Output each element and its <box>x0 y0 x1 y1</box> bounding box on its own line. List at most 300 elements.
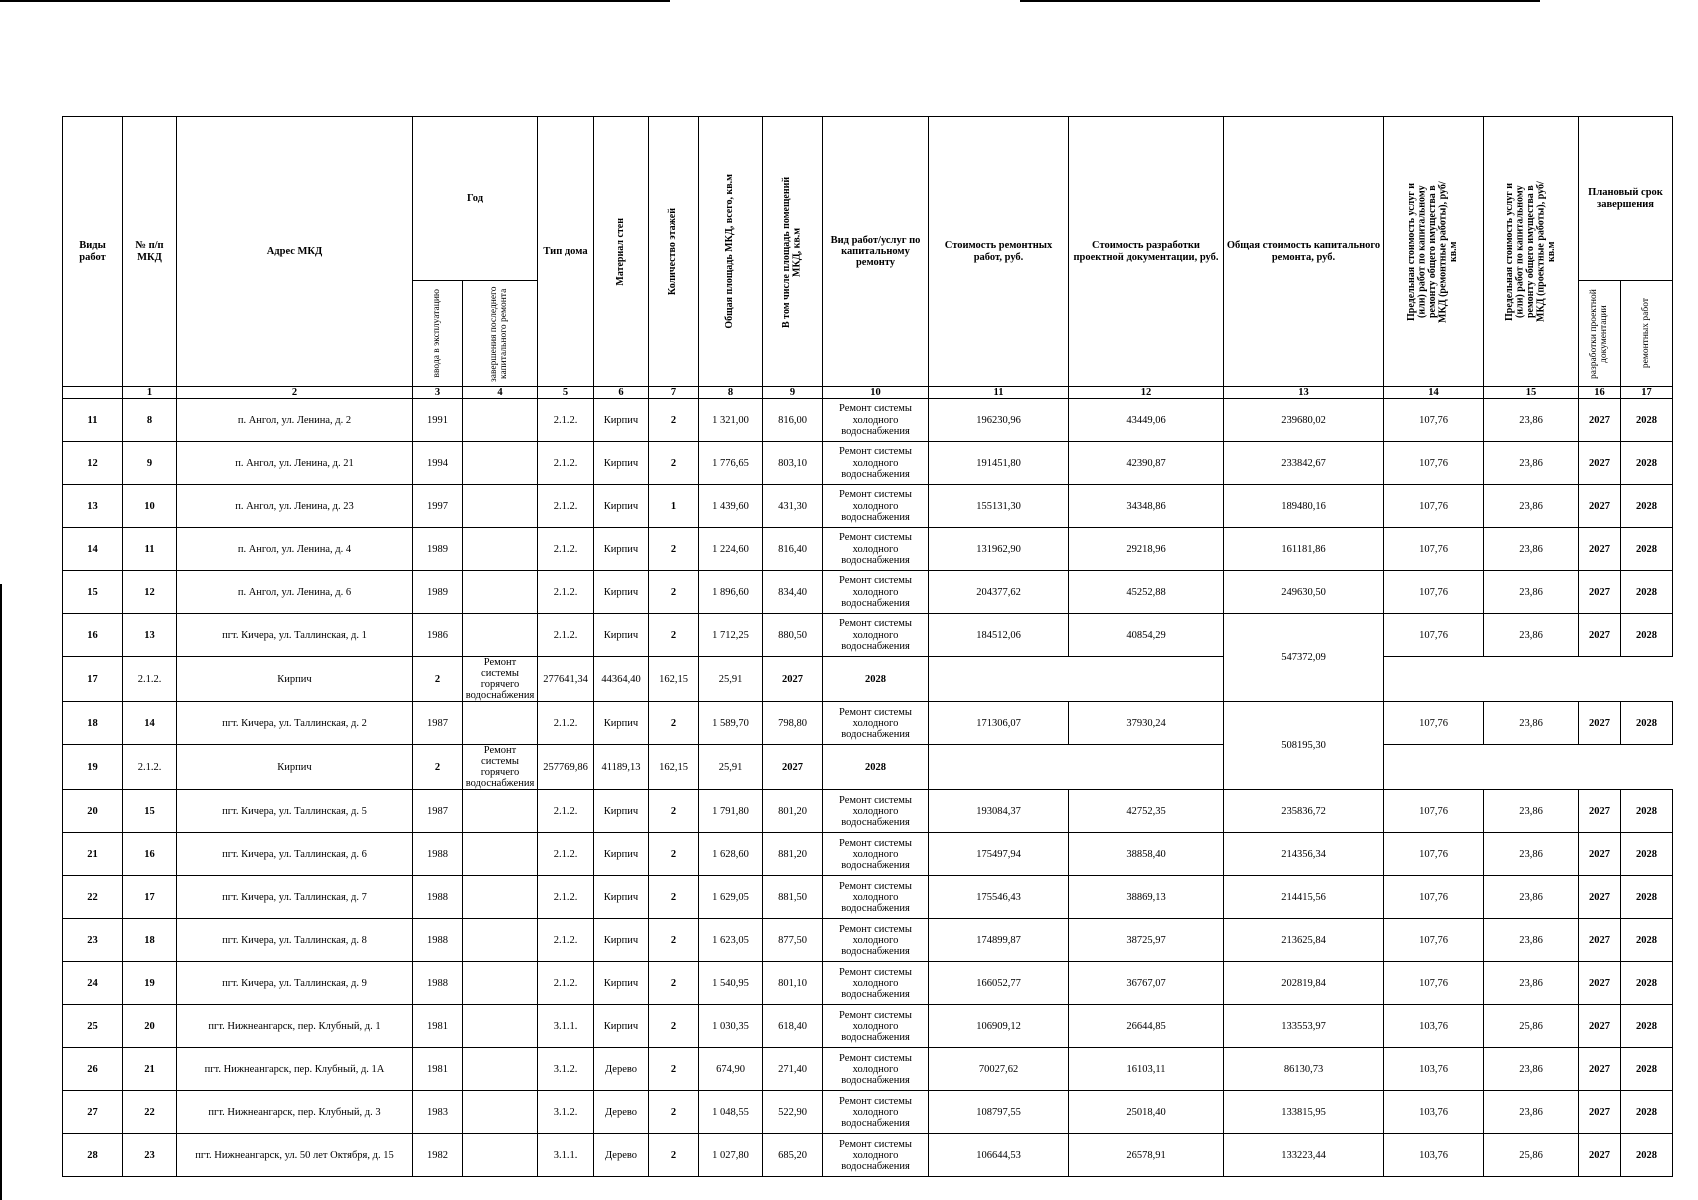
header-work-type: Виды работ <box>63 117 123 387</box>
cell-design: 29218,96 <box>1069 528 1224 571</box>
cell-prem: 271,40 <box>763 1048 823 1091</box>
cell-prem: 881,20 <box>763 833 823 876</box>
cell-total: 547372,09 <box>1224 614 1384 702</box>
cell-lim1: 107,76 <box>1384 571 1484 614</box>
cell-area: 1 027,80 <box>699 1134 763 1177</box>
cell-year: 1988 <box>413 833 463 876</box>
cell-work: 27 <box>63 1091 123 1134</box>
cell-d2: 2028 <box>1621 1005 1673 1048</box>
cell-design: 25018,40 <box>1069 1091 1224 1134</box>
cell-fl: 2 <box>649 833 699 876</box>
cell-lim2: 23,86 <box>1484 702 1579 745</box>
cell-kind: Ремонт системы холодного водоснабжения <box>823 702 929 745</box>
cell-lim1: 162,15 <box>649 657 699 702</box>
cell-d2: 2028 <box>1621 485 1673 528</box>
cell-prem: 816,40 <box>763 528 823 571</box>
cell-total: 133223,44 <box>1224 1134 1384 1177</box>
cell-kind: Ремонт системы холодного водоснабжения <box>823 528 929 571</box>
cell-kind: Ремонт системы холодного водоснабжения <box>823 442 929 485</box>
cell-addr: пгт. Кичера, ул. Таллинская, д. 9 <box>177 962 413 1005</box>
cell-num: 12 <box>123 571 177 614</box>
cell-lim2: 23,86 <box>1484 876 1579 919</box>
column-number-cell: 16 <box>1579 387 1621 399</box>
header-limit-repair: Предельная стоимость услуг и (или) работ по капитальному ремонту общего имущества в МКД (ремонтные работы), руб/кв.м <box>1384 117 1484 387</box>
cell-num: 19 <box>123 962 177 1005</box>
cell-d2: 2028 <box>1621 876 1673 919</box>
cell-d1: 2027 <box>1579 442 1621 485</box>
cell-year: 1986 <box>413 614 463 657</box>
header-year: Год <box>413 117 538 281</box>
table-row <box>63 702 1673 745</box>
cell-total: 214415,56 <box>1224 876 1384 919</box>
cell-mat: Кирпич <box>177 657 413 702</box>
cell-area: 1 540,95 <box>699 962 763 1005</box>
cell-prem: 618,40 <box>763 1005 823 1048</box>
cell-area: 1 623,05 <box>699 919 763 962</box>
cell-addr: пгт. Нижнеангарск, пер. Клубный, д. 1 <box>177 1005 413 1048</box>
cell-prem: 685,20 <box>763 1134 823 1177</box>
cell-design: 42752,35 <box>1069 790 1224 833</box>
cell-repair: 108797,55 <box>929 1091 1069 1134</box>
column-number-cell: 8 <box>699 387 763 399</box>
column-number-row <box>63 387 1673 399</box>
cell-mat: Кирпич <box>594 442 649 485</box>
cell-repair: 106644,53 <box>929 1134 1069 1177</box>
column-number-cell: 11 <box>929 387 1069 399</box>
cell-work: 13 <box>63 485 123 528</box>
cell-d1: 2027 <box>1579 833 1621 876</box>
cell-kind: Ремонт системы холодного водоснабжения <box>823 614 929 657</box>
cell-year: 1983 <box>413 1091 463 1134</box>
table-row <box>63 528 1673 571</box>
cell-work: 26 <box>63 1048 123 1091</box>
header-house-type: Тип дома <box>538 117 594 387</box>
cell-design: 40854,29 <box>1069 614 1224 657</box>
cell-last <box>463 790 538 833</box>
cell-mat: Кирпич <box>594 919 649 962</box>
column-number-cell: 17 <box>1621 387 1673 399</box>
cell-design: 38725,97 <box>1069 919 1224 962</box>
column-number-cell: 9 <box>763 387 823 399</box>
cell-design: 26644,85 <box>1069 1005 1224 1048</box>
cell-addr: пгт. Кичера, ул. Таллинская, д. 2 <box>177 702 413 745</box>
cell-last <box>463 876 538 919</box>
cell-type: 3.1.2. <box>538 1048 594 1091</box>
header-floors: Количество этажей <box>649 117 699 387</box>
cell-lim1: 103,76 <box>1384 1091 1484 1134</box>
header-total-cost: Общая стоимость капитального ремонта, руб. <box>1224 117 1384 387</box>
table-row <box>63 571 1673 614</box>
header-year-last-repair: завершения последнего капитального ремонта <box>463 281 538 387</box>
header-address: Адрес МКД <box>177 117 413 387</box>
cell-d1: 2027 <box>1579 399 1621 442</box>
cell-design: 38858,40 <box>1069 833 1224 876</box>
cell-mat: Кирпич <box>594 528 649 571</box>
cell-design: 26578,91 <box>1069 1134 1224 1177</box>
cell-mat: Дерево <box>594 1048 649 1091</box>
cell-d1: 2027 <box>1579 571 1621 614</box>
header-limit-design: Предельная стоимость услуг и (или) работ по капитальному ремонту общего имущества в МКД (проектные работы), руб/кв.м <box>1484 117 1579 387</box>
cell-work: 19 <box>63 745 123 790</box>
table-row <box>63 1048 1673 1091</box>
column-number-cell: 2 <box>177 387 413 399</box>
cell-area: 1 629,05 <box>699 876 763 919</box>
cell-prem: 801,10 <box>763 962 823 1005</box>
cell-last <box>463 442 538 485</box>
cell-addr: п. Ангол, ул. Ленина, д. 6 <box>177 571 413 614</box>
cell-kind: Ремонт системы холодного водоснабжения <box>823 571 929 614</box>
cell-lim2: 23,86 <box>1484 485 1579 528</box>
cell-repair: 204377,62 <box>929 571 1069 614</box>
cell-type: 2.1.2. <box>538 833 594 876</box>
cell-repair: 175546,43 <box>929 876 1069 919</box>
cell-num: 21 <box>123 1048 177 1091</box>
cell-work: 21 <box>63 833 123 876</box>
cell-kind: Ремонт системы холодного водоснабжения <box>823 1134 929 1177</box>
cell-last <box>463 962 538 1005</box>
cell-design: 16103,11 <box>1069 1048 1224 1091</box>
cell-work: 15 <box>63 571 123 614</box>
cell-total: 133553,97 <box>1224 1005 1384 1048</box>
column-number-cell <box>63 387 123 399</box>
cell-addr: пгт. Кичера, ул. Таллинская, д. 1 <box>177 614 413 657</box>
cell-lim1: 107,76 <box>1384 442 1484 485</box>
cell-type: 3.1.2. <box>538 1091 594 1134</box>
cell-fl: 2 <box>649 571 699 614</box>
cell-type: 2.1.2. <box>538 790 594 833</box>
cell-d2: 2028 <box>1621 571 1673 614</box>
cell-d1: 2027 <box>1579 962 1621 1005</box>
cell-kind: Ремонт системы холодного водоснабжения <box>823 876 929 919</box>
cell-prem: 522,90 <box>763 1091 823 1134</box>
cell-num: 9 <box>123 442 177 485</box>
cell-fl: 2 <box>649 1048 699 1091</box>
cell-num: 20 <box>123 1005 177 1048</box>
cell-prem: 803,10 <box>763 442 823 485</box>
cell-lim1: 103,76 <box>1384 1005 1484 1048</box>
scan-left-edge <box>0 584 2 1200</box>
table-row <box>63 614 1673 657</box>
cell-lim1: 107,76 <box>1384 485 1484 528</box>
cell-fl: 2 <box>649 1005 699 1048</box>
cell-year: 1982 <box>413 1134 463 1177</box>
cell-total: 86130,73 <box>1224 1048 1384 1091</box>
scan-top-rule-left <box>0 0 670 2</box>
cell-mat: Кирпич <box>594 399 649 442</box>
cell-d1: 2027 <box>1579 528 1621 571</box>
cell-num: 16 <box>123 833 177 876</box>
cell-design: 44364,40 <box>594 657 649 702</box>
header-deadline: Плановый срок завершения <box>1579 117 1673 281</box>
cell-total: 239680,02 <box>1224 399 1384 442</box>
cell-mat: Кирпич <box>594 1005 649 1048</box>
cell-fl: 2 <box>413 745 463 790</box>
cell-repair: 175497,94 <box>929 833 1069 876</box>
cell-lim1: 107,76 <box>1384 790 1484 833</box>
cell-fl: 2 <box>649 1134 699 1177</box>
column-number-cell: 13 <box>1224 387 1384 399</box>
cell-mat: Кирпич <box>594 485 649 528</box>
cell-work: 24 <box>63 962 123 1005</box>
cell-lim2: 23,86 <box>1484 1048 1579 1091</box>
cell-repair: 257769,86 <box>538 745 594 790</box>
cell-design: 45252,88 <box>1069 571 1224 614</box>
cell-type: 2.1.2. <box>538 702 594 745</box>
column-number-cell: 4 <box>463 387 538 399</box>
cell-repair: 196230,96 <box>929 399 1069 442</box>
column-number-cell: 10 <box>823 387 929 399</box>
cell-year: 1994 <box>413 442 463 485</box>
cell-area: 1 791,80 <box>699 790 763 833</box>
cell-last <box>463 528 538 571</box>
cell-lim1: 107,76 <box>1384 399 1484 442</box>
cell-d2: 2028 <box>1621 702 1673 745</box>
cell-num: 13 <box>123 614 177 657</box>
cell-prem: 834,40 <box>763 571 823 614</box>
cell-design: 36767,07 <box>1069 962 1224 1005</box>
table-row <box>63 1134 1673 1177</box>
cell-design: 34348,86 <box>1069 485 1224 528</box>
cell-mat: Кирпич <box>594 571 649 614</box>
cell-d2: 2028 <box>1621 528 1673 571</box>
cell-repair: 171306,07 <box>929 702 1069 745</box>
table-row <box>63 399 1673 442</box>
cell-last <box>463 1005 538 1048</box>
cell-fl: 2 <box>649 702 699 745</box>
cell-kind: Ремонт системы холодного водоснабжения <box>823 1091 929 1134</box>
cell-total: 233842,67 <box>1224 442 1384 485</box>
cell-fl: 2 <box>649 528 699 571</box>
cell-d2: 2028 <box>1621 614 1673 657</box>
column-number-cell: 6 <box>594 387 649 399</box>
cell-mat: Кирпич <box>594 614 649 657</box>
cell-design: 38869,13 <box>1069 876 1224 919</box>
cell-type: 2.1.2. <box>538 876 594 919</box>
table-row <box>63 962 1673 1005</box>
cell-work: 25 <box>63 1005 123 1048</box>
cell-repair: 70027,62 <box>929 1048 1069 1091</box>
cell-fl: 2 <box>649 876 699 919</box>
table-row <box>63 657 1673 702</box>
cell-addr: пгт. Кичера, ул. Таллинская, д. 6 <box>177 833 413 876</box>
cell-repair: 166052,77 <box>929 962 1069 1005</box>
cell-d2: 2028 <box>1621 833 1673 876</box>
table-row <box>63 745 1673 790</box>
header-wall-material: Материал стен <box>594 117 649 387</box>
cell-d1: 2027 <box>1579 1005 1621 1048</box>
cell-type: 3.1.1. <box>538 1134 594 1177</box>
cell-mat: Кирпич <box>594 876 649 919</box>
header-total-area: Общая площадь МКД, всего, кв.м <box>699 117 763 387</box>
cell-year: 1981 <box>413 1048 463 1091</box>
cell-total: 133815,95 <box>1224 1091 1384 1134</box>
cell-fl: 2 <box>413 657 463 702</box>
cell-d1: 2027 <box>1579 790 1621 833</box>
cell-repair: 174899,87 <box>929 919 1069 962</box>
header-repair-cost: Стоимость ремонтных работ, руб. <box>929 117 1069 387</box>
cell-num: 22 <box>123 1091 177 1134</box>
cell-lim2: 23,86 <box>1484 571 1579 614</box>
cell-work: 20 <box>63 790 123 833</box>
cell-lim2: 23,86 <box>1484 614 1579 657</box>
cell-fl: 2 <box>649 614 699 657</box>
cell-mat: Дерево <box>594 1091 649 1134</box>
cell-design: 37930,24 <box>1069 702 1224 745</box>
cell-d1: 2027 <box>1579 1048 1621 1091</box>
header-num: № п/п МКД <box>123 117 177 387</box>
cell-area: 1 896,60 <box>699 571 763 614</box>
table-row <box>63 919 1673 962</box>
cell-work: 17 <box>63 657 123 702</box>
cell-year: 1991 <box>413 399 463 442</box>
cell-work: 18 <box>63 702 123 745</box>
cell-repair: 184512,06 <box>929 614 1069 657</box>
cell-type: 2.1.2. <box>123 745 177 790</box>
table-row <box>63 442 1673 485</box>
column-number-cell: 15 <box>1484 387 1579 399</box>
cell-repair: 131962,90 <box>929 528 1069 571</box>
cell-work: 11 <box>63 399 123 442</box>
column-number-cell: 3 <box>413 387 463 399</box>
table-body <box>63 399 1673 1177</box>
cell-year: 1981 <box>413 1005 463 1048</box>
cell-d1: 2027 <box>1579 919 1621 962</box>
cell-num: 10 <box>123 485 177 528</box>
cell-num: 8 <box>123 399 177 442</box>
cell-lim1: 107,76 <box>1384 614 1484 657</box>
cell-lim2: 23,86 <box>1484 833 1579 876</box>
cell-last <box>463 919 538 962</box>
cell-lim1: 107,76 <box>1384 876 1484 919</box>
cell-total: 213625,84 <box>1224 919 1384 962</box>
cell-design: 41189,13 <box>594 745 649 790</box>
cell-kind: Ремонт системы холодного водоснабжения <box>823 962 929 1005</box>
cell-lim1: 103,76 <box>1384 1048 1484 1091</box>
cell-lim2: 23,86 <box>1484 1091 1579 1134</box>
cell-type: 3.1.1. <box>538 1005 594 1048</box>
cell-mat: Кирпич <box>594 790 649 833</box>
cell-type: 2.1.2. <box>538 571 594 614</box>
cell-lim2: 25,91 <box>699 657 763 702</box>
cell-work: 28 <box>63 1134 123 1177</box>
cell-addr: пгт. Нижнеангарск, пер. Клубный, д. 3 <box>177 1091 413 1134</box>
cell-addr: п. Ангол, ул. Ленина, д. 2 <box>177 399 413 442</box>
cell-area: 1 224,60 <box>699 528 763 571</box>
cell-kind: Ремонт системы холодного водоснабжения <box>823 1048 929 1091</box>
cell-work: 22 <box>63 876 123 919</box>
column-number-cell: 14 <box>1384 387 1484 399</box>
cell-num: 14 <box>123 702 177 745</box>
table-row <box>63 1005 1673 1048</box>
column-number-cell: 12 <box>1069 387 1224 399</box>
cell-num: 15 <box>123 790 177 833</box>
cell-num: 17 <box>123 876 177 919</box>
cell-lim2: 23,86 <box>1484 528 1579 571</box>
cell-prem: 431,30 <box>763 485 823 528</box>
cell-last <box>463 614 538 657</box>
cell-fl: 2 <box>649 790 699 833</box>
cell-addr: пгт. Кичера, ул. Таллинская, д. 8 <box>177 919 413 962</box>
cell-d1: 2027 <box>1579 702 1621 745</box>
header-design-cost: Стоимость разработки проектной документации, руб. <box>1069 117 1224 387</box>
cell-addr: п. Ангол, ул. Ленина, д. 21 <box>177 442 413 485</box>
cell-lim1: 107,76 <box>1384 702 1484 745</box>
cell-last <box>463 571 538 614</box>
cell-repair: 277641,34 <box>538 657 594 702</box>
cell-d2: 2028 <box>1621 1048 1673 1091</box>
cell-area: 1 589,70 <box>699 702 763 745</box>
cell-type: 2.1.2. <box>538 962 594 1005</box>
cell-lim2: 23,86 <box>1484 919 1579 962</box>
cell-d1: 2027 <box>1579 485 1621 528</box>
cell-type: 2.1.2. <box>538 528 594 571</box>
cell-d1: 2027 <box>763 745 823 790</box>
cell-d2: 2028 <box>1621 962 1673 1005</box>
cell-lim2: 25,91 <box>699 745 763 790</box>
cell-area: 1 712,25 <box>699 614 763 657</box>
cell-total: 508195,30 <box>1224 702 1384 790</box>
cell-total: 161181,86 <box>1224 528 1384 571</box>
cell-d1: 2027 <box>1579 876 1621 919</box>
cell-year: 1997 <box>413 485 463 528</box>
cell-lim1: 103,76 <box>1384 1134 1484 1177</box>
cell-lim2: 23,86 <box>1484 442 1579 485</box>
cell-year: 1987 <box>413 790 463 833</box>
cell-type: 2.1.2. <box>538 442 594 485</box>
cell-d1: 2027 <box>1579 1091 1621 1134</box>
cell-last <box>463 1091 538 1134</box>
column-number-cell: 7 <box>649 387 699 399</box>
cell-mat: Дерево <box>594 1134 649 1177</box>
cell-kind: Ремонт системы горячего водоснабжения <box>463 657 538 702</box>
cell-addr: пгт. Нижнеангарск, ул. 50 лет Октября, д. 15 <box>177 1134 413 1177</box>
cell-lim2: 25,86 <box>1484 1005 1579 1048</box>
cell-prem: 801,20 <box>763 790 823 833</box>
header-year-commission: ввода в эксплуатацию <box>413 281 463 387</box>
cell-area: 1 321,00 <box>699 399 763 442</box>
cell-area: 1 439,60 <box>699 485 763 528</box>
cell-last <box>463 485 538 528</box>
cell-addr: п. Ангол, ул. Ленина, д. 23 <box>177 485 413 528</box>
cell-d2: 2028 <box>823 745 929 790</box>
cell-kind: Ремонт системы холодного водоснабжения <box>823 399 929 442</box>
cell-prem: 816,00 <box>763 399 823 442</box>
cell-design: 42390,87 <box>1069 442 1224 485</box>
cell-fl: 1 <box>649 485 699 528</box>
column-number-cell: 5 <box>538 387 594 399</box>
cell-total: 249630,50 <box>1224 571 1384 614</box>
cell-type: 2.1.2. <box>538 614 594 657</box>
cell-d2: 2028 <box>1621 919 1673 962</box>
header-work-kind: Вид работ/услуг по капитальному ремонту <box>823 117 929 387</box>
cell-prem: 881,50 <box>763 876 823 919</box>
cell-d2: 2028 <box>1621 1134 1673 1177</box>
cell-last <box>463 833 538 876</box>
cell-lim1: 162,15 <box>649 745 699 790</box>
cell-lim1: 107,76 <box>1384 919 1484 962</box>
cell-total: 202819,84 <box>1224 962 1384 1005</box>
cell-d2: 2028 <box>1621 442 1673 485</box>
cell-work: 16 <box>63 614 123 657</box>
cell-d2: 2028 <box>1621 1091 1673 1134</box>
cell-fl: 2 <box>649 919 699 962</box>
cell-lim2: 23,86 <box>1484 399 1579 442</box>
cell-last <box>463 702 538 745</box>
cell-last <box>463 1048 538 1091</box>
cell-lim2: 23,86 <box>1484 962 1579 1005</box>
cell-area: 1 628,60 <box>699 833 763 876</box>
cell-work: 12 <box>63 442 123 485</box>
